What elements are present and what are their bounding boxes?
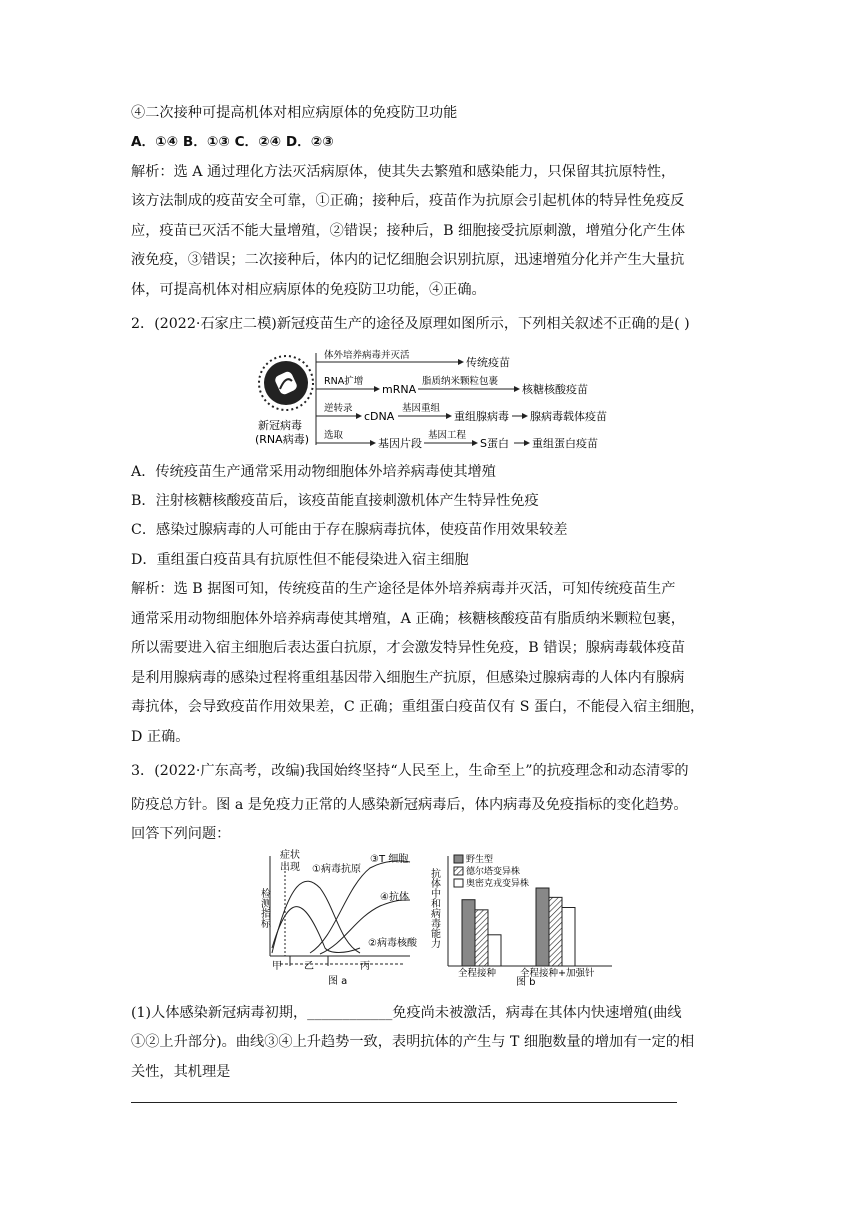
text-line: 液免疫，③错误；二次接种后，体内的记忆细胞会识别抗原，迅速增殖分化并产生大量抗 [131,252,685,268]
arrow-label: 基因重组 [402,403,441,414]
answer-options: A．①④ B．①③ C．②④ D．②③ [131,134,334,150]
legend-swatch [454,867,463,875]
option-a: A．传统疫苗生产通常采用动物细胞体外培养病毒使其增殖 [131,464,496,480]
category-label: 全程接种 [458,968,497,979]
bar [549,897,562,966]
curve-label-antigen: ①病毒抗原 [312,864,361,875]
bar [462,900,475,966]
text-line: 体，可提高机体对相应病原体的免疫防卫功能，④正确。 [131,282,486,298]
legend-swatch [454,855,463,863]
symptom-label-2: 出现 [280,862,300,873]
figure-b-caption: 图 b [516,977,536,988]
symptom-label: 症状 [280,850,300,861]
figure-a-curves [250,848,435,988]
question-3-stem: 3．(2022·广东高考，改编)我国始终坚持“人民至上，生命至上”的抗疫理念和动态清零的 [131,763,689,779]
legend [454,853,529,889]
recombinant-protein-vaccine-label: 重组蛋白疫苗 [532,437,598,450]
s-protein-label: S蛋白 [480,437,509,450]
legend-label: 奥密克戎变异株 [466,879,530,889]
cdna-label: cDNA [364,410,395,423]
figure-a-caption: 图 a [328,976,348,987]
text-line: 解析：选 B 据图可知，传统疫苗的生产途径是体外培养病毒并灭活，可知传统疫苗生产 [131,581,676,597]
mrna-vaccine-label: 核糖核酸疫苗 [522,383,588,396]
virus-label-rna: (RNA病毒) [255,433,309,446]
arrow-label: 基因工程 [428,430,467,441]
text-line: 通常采用动物细胞体外培养病毒使其增殖，A 正确；核糖核酸疫苗有脂质纳米颗粒包裹， [131,611,685,627]
curve-viral-nucleic-acid [272,907,360,953]
arrow-label: 脂质纳米颗粒包裹 [422,376,499,387]
y-axis-label: 抗体中和病毒能力 [428,868,440,948]
legend-swatch [454,879,463,887]
traditional-vaccine-label: 传统疫苗 [466,356,510,369]
curve-label-t-cell: ③T 细胞 [370,854,409,865]
text-line: 应，疫苗已灭活不能大量增殖，②错误；接种后，B 细胞接受抗原刺激，增殖分化产生体 [131,223,686,239]
text-line: 关性，其机理是 [131,1064,231,1080]
bar [488,935,501,966]
text-line: 是利用腺病毒的感染过程将重组基因带入细胞生产抗原，但感染过腺病毒的人体内有腺病 [131,670,685,686]
option-d: D．重组蛋白疫苗具有抗原性但不能侵染进入宿主细胞 [131,552,469,568]
text-line: 回答下列问题： [131,826,231,842]
text-line: 防疫总方针。图 a 是免疫力正常的人感染新冠病毒后，体内病毒及免疫指标的变化趋势。 [131,797,688,813]
text-line: D 正确。 [131,729,190,745]
text-line: ①②上升部分)。曲线③④上升趋势一致，表明抗体的产生与 T 细胞数量的增加有一定的相 [131,1034,695,1050]
y-axis-label: 检测指标 [258,888,270,928]
answer-blank-line [131,1102,677,1103]
option-c: C．感染过腺病毒的人可能由于存在腺病毒抗体，使疫苗作用效果较差 [131,522,568,538]
question-2-stem: 2．(2022·石家庄二模)新冠疫苗生产的途径及原理如图所示，下列相关叙述不正确的是( ) [131,316,690,332]
legend-label: 野生型 [466,855,494,865]
arrow-label: 选取 [324,430,344,441]
figure-b-bar-chart [428,848,622,988]
recombinant-adenovirus-label: 重组腺病毒 [454,410,509,423]
period-label: 甲 [272,961,282,972]
virus-label: 新冠病毒 [258,419,302,432]
category-label: 全程接种+加强针 [520,968,595,979]
bars-group [462,888,575,966]
arrow-label: 逆转录 [324,403,353,414]
question-3-1: (1)人体感染新冠病毒初期，____________免疫尚未被激活，病毒在其体内快速增殖(曲线 [131,1005,682,1021]
curve-label-nucleic-acid: ②病毒核酸 [368,938,417,949]
text-line: 所以需要进入宿主细胞后表达蛋白抗原，才会激发特异性免疫，B 错误；腺病毒载体疫苗 [131,640,686,656]
bar [562,908,575,967]
text-line: 毒抗体，会导致疫苗作用效果差，C 正确；重组蛋白疫苗仅有 S 蛋白，不能侵入宿主细胞， [131,699,705,715]
legend-label: 德尔塔变异株 [466,867,521,877]
virus-icon [259,356,313,410]
bar [536,888,549,966]
text-line: ④二次接种可提高机体对相应病原体的免疫防卫功能 [131,105,458,121]
text-line: 解析：选 A 通过理化方法灭活病原体，使其失去繁殖和感染能力，只保留其抗原特性， [131,164,676,180]
text-line: 该方法制成的疫苗安全可靠，①正确；接种后，疫苗作为抗原会引起机体的特异性免疫反 [131,193,685,209]
arrow-label: 体外培养病毒并灭活 [324,350,410,361]
arrow-label: RNA扩增 [324,376,364,387]
mrna-label: mRNA [382,383,417,396]
vaccine-pathway-diagram [250,345,610,455]
gene-fragment-label: 基因片段 [378,437,422,450]
bar [475,910,488,966]
adenovirus-vector-vaccine-label: 腺病毒载体疫苗 [530,410,607,423]
period-label: 丙 [360,961,370,972]
option-b: B．注射核糖核酸疫苗后，该疫苗能直接刺激机体产生特异性免疫 [131,493,539,509]
curve-label-antibody: ④抗体 [380,892,409,903]
period-label: 乙 [304,961,314,972]
